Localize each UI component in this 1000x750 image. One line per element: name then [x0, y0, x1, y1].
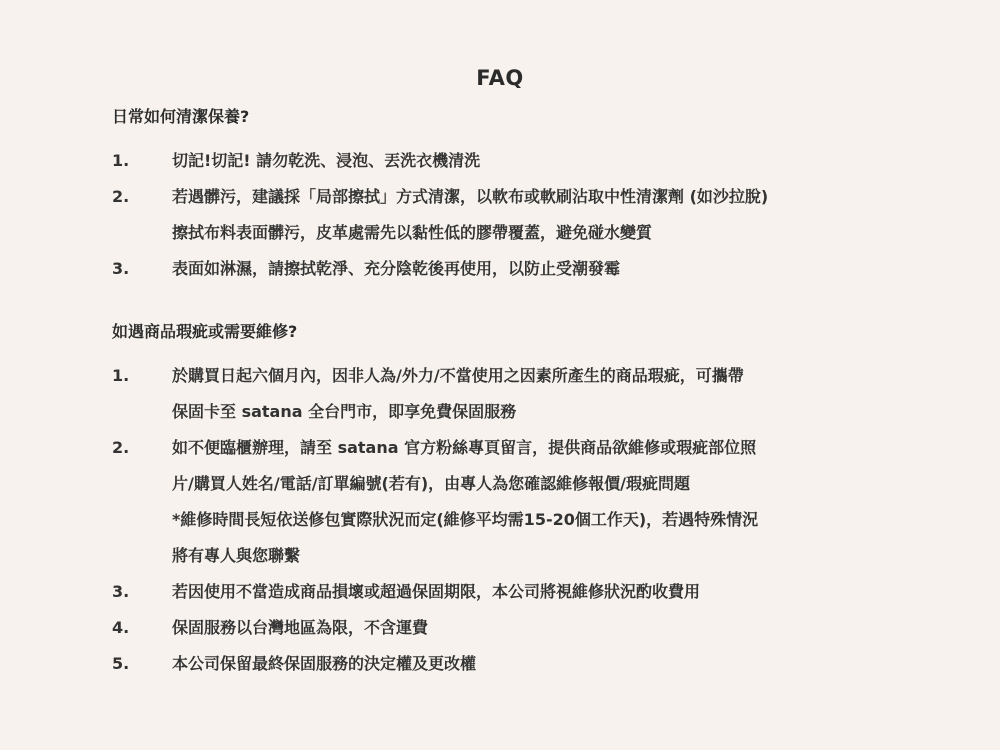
faq-list-item — [112, 179, 902, 251]
item-text-line: *維修時間長短依送修包實際狀況而定(維修平均需15-20個工作天)，若遇特殊情況 — [172, 510, 759, 529]
item-number: 1. — [112, 366, 130, 385]
item-number: 3. — [112, 582, 130, 601]
item-text-line: 將有專人與您聯繫 — [172, 546, 301, 565]
item-number: 1. — [112, 151, 130, 170]
item-number: 5. — [112, 654, 130, 673]
item-text-line: 如不便臨櫃辦理，請至 satana 官方粉絲專頁留言，提供商品欲維修或瑕疵部位照 — [172, 438, 757, 457]
faq-list-item — [112, 358, 902, 430]
repair-section — [112, 321, 902, 682]
faq-list-item — [112, 610, 902, 646]
care-section — [112, 106, 902, 287]
item-text-line: 若遇髒污，建議採「局部擦拭」方式清潔，以軟布或軟刷沾取中性清潔劑 (如沙拉脫) — [172, 187, 769, 206]
faq-list-item — [112, 251, 902, 287]
item-number: 2. — [112, 438, 130, 457]
item-text-line: 於購買日起六個月內，因非人為/外力/不當使用之因素所產生的商品瑕疵，可攜帶 — [172, 366, 744, 385]
item-text-line: 保固服務以台灣地區為限，不含運費 — [172, 618, 429, 637]
item-text-line: 片/購買人姓名/電話/訂單編號(若有)，由專人為您確認維修報價/瑕疵問題 — [172, 474, 691, 493]
item-text-line: 擦拭布料表面髒污，皮革處需先以黏性低的膠帶覆蓋，避免碰水變質 — [172, 223, 653, 242]
item-text-line: 若因使用不當造成商品損壞或超過保固期限，本公司將視維修狀況酌收費用 — [172, 582, 701, 601]
item-number: 2. — [112, 187, 130, 206]
section-heading: 如遇商品瑕疵或需要維修? — [112, 322, 298, 341]
item-text-line: 表面如淋濕，請擦拭乾淨、充分陰乾後再使用，以防止受潮發霉 — [172, 259, 621, 278]
faq-list-item — [112, 646, 902, 682]
section-heading: 日常如何清潔保養? — [112, 107, 250, 126]
item-number: 3. — [112, 259, 130, 278]
item-number: 4. — [112, 618, 130, 637]
faq-list-item — [112, 574, 902, 610]
item-text-line: 本公司保留最終保固服務的決定權及更改權 — [172, 654, 477, 673]
item-text-line: 切記!切記! 請勿乾洗、浸泡、丟洗衣機清洗 — [172, 151, 481, 170]
item-text-line: 保固卡至 satana 全台門市，即享免費保固服務 — [172, 402, 517, 421]
faq-list-item — [112, 430, 902, 574]
faq-list-item — [112, 143, 902, 179]
page-title: FAQ — [476, 66, 524, 90]
